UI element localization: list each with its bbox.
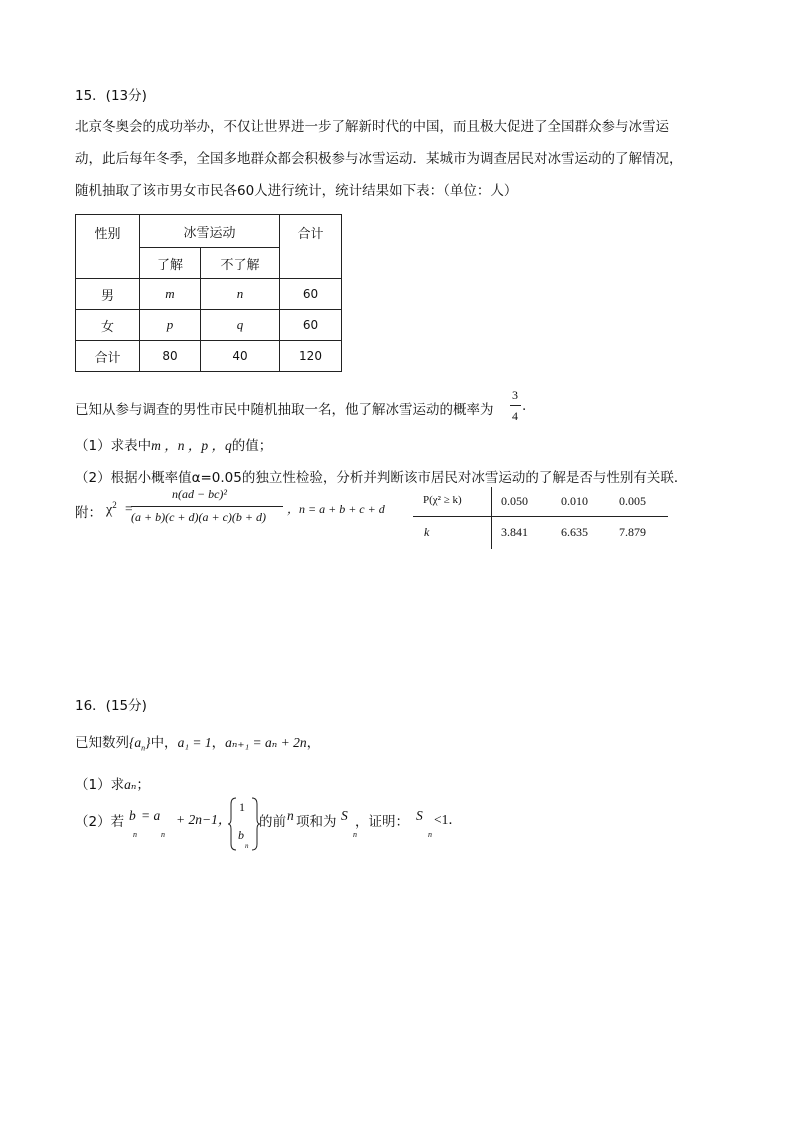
prob-fraction-bar <box>510 405 521 406</box>
q16-sequence-close: } <box>145 735 151 750</box>
row-label: 合计 <box>76 341 140 372</box>
chi-letter: χ <box>106 502 113 518</box>
row-label: 女 <box>76 310 140 341</box>
q16-part2-tail: + 2n−1， <box>176 812 232 827</box>
q16-part2-eq: = a <box>141 808 161 823</box>
prob-numerator: 3 <box>512 388 518 402</box>
cell-total: 60 <box>280 279 342 310</box>
table-row <box>76 310 342 341</box>
q16-part2-mid2: 项和为 <box>296 814 337 830</box>
crit-horizontal-rule <box>413 516 668 517</box>
q15-part1-vars: m ，n ，p ，q <box>151 438 232 453</box>
cell-know: 80 <box>140 341 201 372</box>
q16-part2-prove: ，证明： <box>355 814 409 830</box>
crit-k-3: 7.879 <box>619 525 646 539</box>
critical-value-table <box>413 487 668 549</box>
header-total: 合计 <box>280 215 342 279</box>
crit-k-1: 3.841 <box>501 525 528 539</box>
chi-equals: = <box>125 501 133 516</box>
brace-den-sub: n <box>245 842 249 850</box>
cell-know: p <box>140 310 201 341</box>
q16-part2-prefix: （2）若 <box>75 814 125 830</box>
crit-alpha-1: 0.050 <box>501 494 528 508</box>
crit-vertical-rule <box>491 487 492 549</box>
q15-intro-line1: 北京冬奥会的成功举办，不仅让世界进一步了解新时代的中国，而且极大促进了全国群众参与冰雪运 <box>75 119 669 135</box>
brace-numerator: 1 <box>239 800 245 814</box>
q16-sub-n-S2: n <box>428 830 432 839</box>
q15-part1 <box>75 434 272 454</box>
q15-known-text: 已知从参与调查的男性市民中随机抽取一名，他了解冰雪运动的概率为 <box>75 402 494 418</box>
q15-part2: （2）根据小概率值α=0.05的独立性检验，分析并判断该市居民对冰雪运动的了解是否与性别有关联． <box>75 470 688 486</box>
q16-part1-prefix: （1）求 <box>75 777 125 793</box>
crit-k-2: 6.635 <box>561 525 588 539</box>
q15-part1-prefix: （1）求表中 <box>75 438 152 454</box>
q16-sequence-open: {a <box>129 735 142 750</box>
formula-fraction-bar <box>131 506 283 507</box>
q16-given <box>75 731 320 753</box>
q15-part1-suffix: 的值； <box>231 438 273 454</box>
q16-a1: a₁ = 1 <box>177 735 212 750</box>
cell-notknow: 40 <box>201 341 280 372</box>
q16-part2-n: n <box>287 808 294 823</box>
q16-part1-var: aₙ <box>124 777 137 792</box>
cell-total: 60 <box>280 310 342 341</box>
formula-numerator: n(ad − bc)² <box>172 487 228 501</box>
table-row <box>76 279 342 310</box>
chi-exponent: 2 <box>112 500 117 510</box>
q16-header: 16．(15分) <box>75 698 147 714</box>
header-gender: 性别 <box>76 215 140 279</box>
row-label: 男 <box>76 279 140 310</box>
brace-left-icon <box>228 797 238 851</box>
q16-comma: ， <box>306 735 321 751</box>
q16-part1 <box>75 773 150 793</box>
survey-table <box>75 214 342 372</box>
q16-sub-n-a: n <box>161 830 165 839</box>
q16-part2-lt: <1． <box>434 812 462 827</box>
header-know: 了解 <box>140 248 201 279</box>
q16-part2-b: b <box>129 808 136 823</box>
crit-alpha-3: 0.005 <box>619 494 646 508</box>
crit-row1-label: P(χ² ≥ k) <box>423 494 462 506</box>
q16-part2-S2: S <box>416 808 423 823</box>
q15-header: 15．(13分) <box>75 88 147 104</box>
q16-given-mid: 中， <box>150 735 178 751</box>
formula-denominator: (a + b)(c + d)(a + c)(b + d) <box>131 510 267 524</box>
table-row <box>76 341 342 372</box>
header-notknow: 不了解 <box>201 248 280 279</box>
q16-sub-n-S: n <box>353 830 357 839</box>
q16-recurrence: aₙ₊₁ = aₙ + 2n <box>225 735 307 750</box>
q15-intro-line2: 动，此后每年冬季，全国多地群众都会积极参与冰雪运动．某城市为调查居民对冰雪运动的了解情况， <box>75 151 683 167</box>
formula-n-definition: ，n = a + b + c + d <box>287 502 385 516</box>
crit-alpha-2: 0.010 <box>561 494 588 508</box>
header-sport: 冰雪运动 <box>140 215 280 248</box>
q16-part1-suffix: ； <box>136 777 150 793</box>
appendix-label: 附： <box>75 505 102 521</box>
q16-sequence <box>129 735 151 753</box>
prob-denominator: 4 <box>512 409 518 423</box>
chi-symbol <box>106 500 117 519</box>
brace-denominator: b <box>238 828 244 842</box>
cell-notknow: q <box>201 310 280 341</box>
q16-sep: ， <box>211 735 226 751</box>
q16-part2-mid: 的前 <box>259 814 286 830</box>
crit-row2-label: k <box>424 525 430 539</box>
q16-sub-n-b: n <box>133 830 137 839</box>
q16-part2-S: S <box>341 808 348 823</box>
cell-notknow: n <box>201 279 280 310</box>
cell-total: 120 <box>280 341 342 372</box>
q16-given-prefix: 已知数列 <box>75 735 129 751</box>
q15-intro-line3: 随机抽取了该市男女市民各60人进行统计，统计结果如下表：（单位：人） <box>75 183 518 199</box>
prob-period: . <box>522 398 527 414</box>
q16-sequence-sub: n <box>141 743 146 753</box>
cell-know: m <box>140 279 201 310</box>
